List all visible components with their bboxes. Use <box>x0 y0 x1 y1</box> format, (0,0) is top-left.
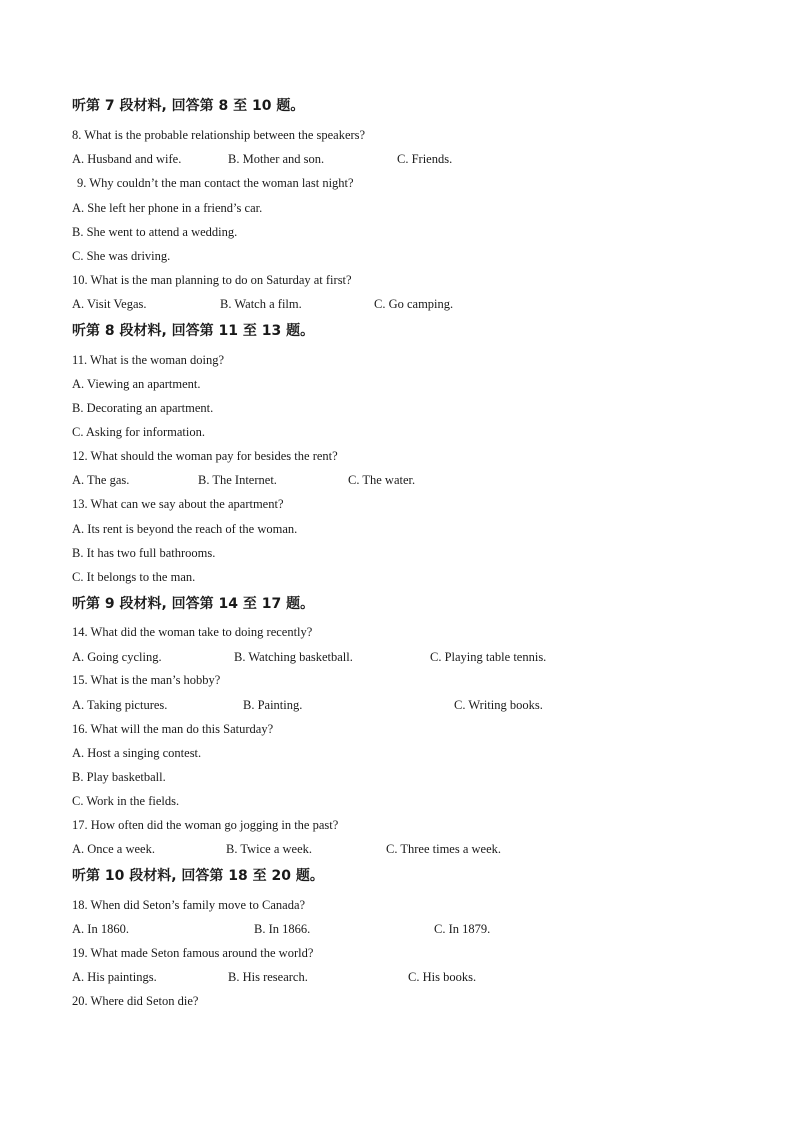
option-b: B. The Internet. <box>198 473 277 487</box>
option-c: C. Asking for information. <box>72 425 205 439</box>
question-text: 20. Where did Seton die? <box>72 994 199 1008</box>
option-a: A. Visit Vegas. <box>72 297 147 311</box>
option-b: B. Play basketball. <box>72 770 166 784</box>
question-text: 8. What is the probable relationship between the speakers? <box>72 128 366 142</box>
question-text: 14. What did the woman take to doing recently? <box>72 625 313 639</box>
option-a: A. The gas. <box>72 473 130 487</box>
option-a: A. Going cycling. <box>72 650 162 664</box>
section-heading: 听第 7 段材料, 回答第 8 至 10 题。 <box>72 98 305 114</box>
option-b: B. Twice a week. <box>226 842 313 856</box>
option-b: B. Mother and son. <box>228 152 325 166</box>
option-b: B. His research. <box>228 970 308 984</box>
option-b: B. Watching basketball. <box>234 650 353 664</box>
option-c: C. Work in the fields. <box>72 794 180 808</box>
option-a: A. Its rent is beyond the reach of the woman. <box>72 522 298 536</box>
option-c: C. His books. <box>408 970 477 984</box>
option-a: A. Taking pictures. <box>72 698 168 712</box>
option-b: B. In 1866. <box>254 922 311 936</box>
section-heading: 听第 10 段材料, 回答第 18 至 20 题。 <box>72 868 324 884</box>
option-b: B. It has two full bathrooms. <box>72 546 216 560</box>
question-text: 17. How often did the woman go jogging in the past? <box>72 818 339 832</box>
question-text: 9. Why couldn’t the man contact the woman last night? <box>77 176 354 190</box>
option-c: C. In 1879. <box>434 922 491 936</box>
option-a: A. Host a singing contest. <box>72 746 202 760</box>
option-a: A. Viewing an apartment. <box>72 377 201 391</box>
option-a: A. Once a week. <box>72 842 155 856</box>
option-c: C. The water. <box>348 473 416 487</box>
option-c: C. Go camping. <box>374 297 454 311</box>
option-c: C. It belongs to the man. <box>72 570 196 584</box>
option-c: C. Writing books. <box>454 698 543 712</box>
option-b: B. Painting. <box>243 698 303 712</box>
option-a: A. His paintings. <box>72 970 157 984</box>
option-b: B. Decorating an apartment. <box>72 401 214 415</box>
option-c: C. Playing table tennis. <box>430 650 547 664</box>
question-text: 12. What should the woman pay for besides the rent? <box>72 449 338 463</box>
question-text: 10. What is the man planning to do on Saturday at first? <box>72 273 352 287</box>
question-text: 19. What made Seton famous around the world? <box>72 946 314 960</box>
question-text: 18. When did Seton’s family move to Canada? <box>72 898 306 912</box>
option-a: A. She left her phone in a friend’s car. <box>72 201 263 215</box>
question-text: 15. What is the man’s hobby? <box>72 673 221 687</box>
question-text: 11. What is the woman doing? <box>72 353 225 367</box>
question-text: 16. What will the man do this Saturday? <box>72 722 274 736</box>
option-c: C. She was driving. <box>72 249 171 263</box>
option-a: A. Husband and wife. <box>72 152 182 166</box>
section-heading: 听第 8 段材料, 回答第 11 至 13 题。 <box>72 323 315 339</box>
option-b: B. Watch a film. <box>220 297 302 311</box>
question-text: 13. What can we say about the apartment? <box>72 497 284 511</box>
option-c: C. Friends. <box>397 152 453 166</box>
option-b: B. She went to attend a wedding. <box>72 225 238 239</box>
option-c: C. Three times a week. <box>386 842 502 856</box>
section-heading: 听第 9 段材料, 回答第 14 至 17 题。 <box>72 596 315 612</box>
option-a: A. In 1860. <box>72 922 129 936</box>
